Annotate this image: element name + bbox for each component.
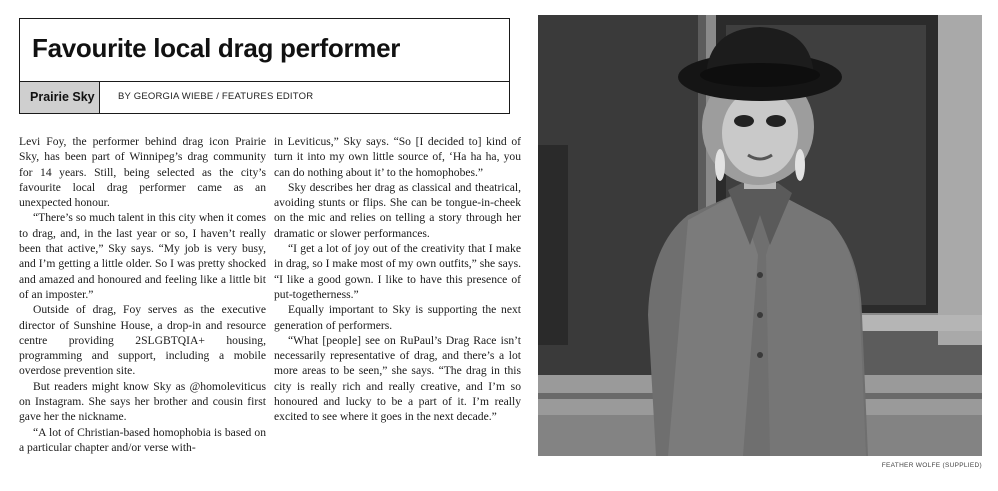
paragraph: “I get a lot of joy out of the creativity that I make in drag, so I make most of my own outfits,” she says. “I like a good gown. I like to have this presence of put-togetherness.” xyxy=(274,242,521,301)
article-column-1 xyxy=(19,134,266,455)
article-column-2 xyxy=(274,134,521,425)
headline: Favourite local drag performer xyxy=(32,33,401,63)
paragraph: “What [people] see on RuPaul’s Drag Race isn’t necessarily representative of drag, and there’s a lot more areas to be seen,” she says. “The drag in this city is really rich and really creative, and I’m so honoured and lucky to be a part of it. I’m really excited to see where it goes in the next decade.” xyxy=(274,333,521,424)
byline: BY GEORGIA WIEBE / FEATURES EDITOR xyxy=(118,91,314,102)
paragraph: Sky describes her drag as classical and theatrical, avoiding stunts or flips. She can be tongue-in-cheek on the mic and relies on telling a story through her dramatic or slower performances. xyxy=(274,180,521,240)
paragraph: But readers might know Sky as @homoleviticus on Instagram. She says her brother and cousin first gave her the nickname. xyxy=(19,379,266,424)
performer-photo xyxy=(538,15,982,456)
paragraph: “A lot of Christian-based homophobia is based on a particular chapter and/or verse with- xyxy=(19,425,266,454)
performer-photo-illustration xyxy=(538,15,982,456)
paragraph: Equally important to Sky is supporting the next generation of performers. xyxy=(274,303,521,332)
photo-credit: FEATHER WOLFE (SUPPLIED) xyxy=(881,462,982,469)
paragraph: in Leviticus,” Sky says. “So [I decided to] kind of turn it into my own little source of, ‘Ha ha ha, you can do nothing about it’ to the homophobes.” xyxy=(274,135,521,179)
section-tag: Prairie Sky xyxy=(20,82,100,113)
paragraph: Levi Foy, the performer behind drag icon Prairie Sky, has been part of Winnipeg’s drag community for 14 years. Still, being selected as the city’s favourite local drag performer came as an unexpected honour. xyxy=(19,135,266,210)
byline-row xyxy=(19,82,510,114)
paragraph: “There’s so much talent in this city when it comes to drag, and, in the last year or so, I haven’t really been that active,” Sky says. “My job is very busy, and I’m getting a little older. So I was pretty shocked and amazed and honoured and feeling like a little bit of an imposter.” xyxy=(19,211,266,301)
headline-box xyxy=(19,18,510,82)
paragraph: Outside of drag, Foy serves as the executive director of Sunshine House, a drop-in and resource centre providing 2SLGBTQIA+ housing, programming and support, including a mobile overdose prevention site. xyxy=(19,303,266,378)
